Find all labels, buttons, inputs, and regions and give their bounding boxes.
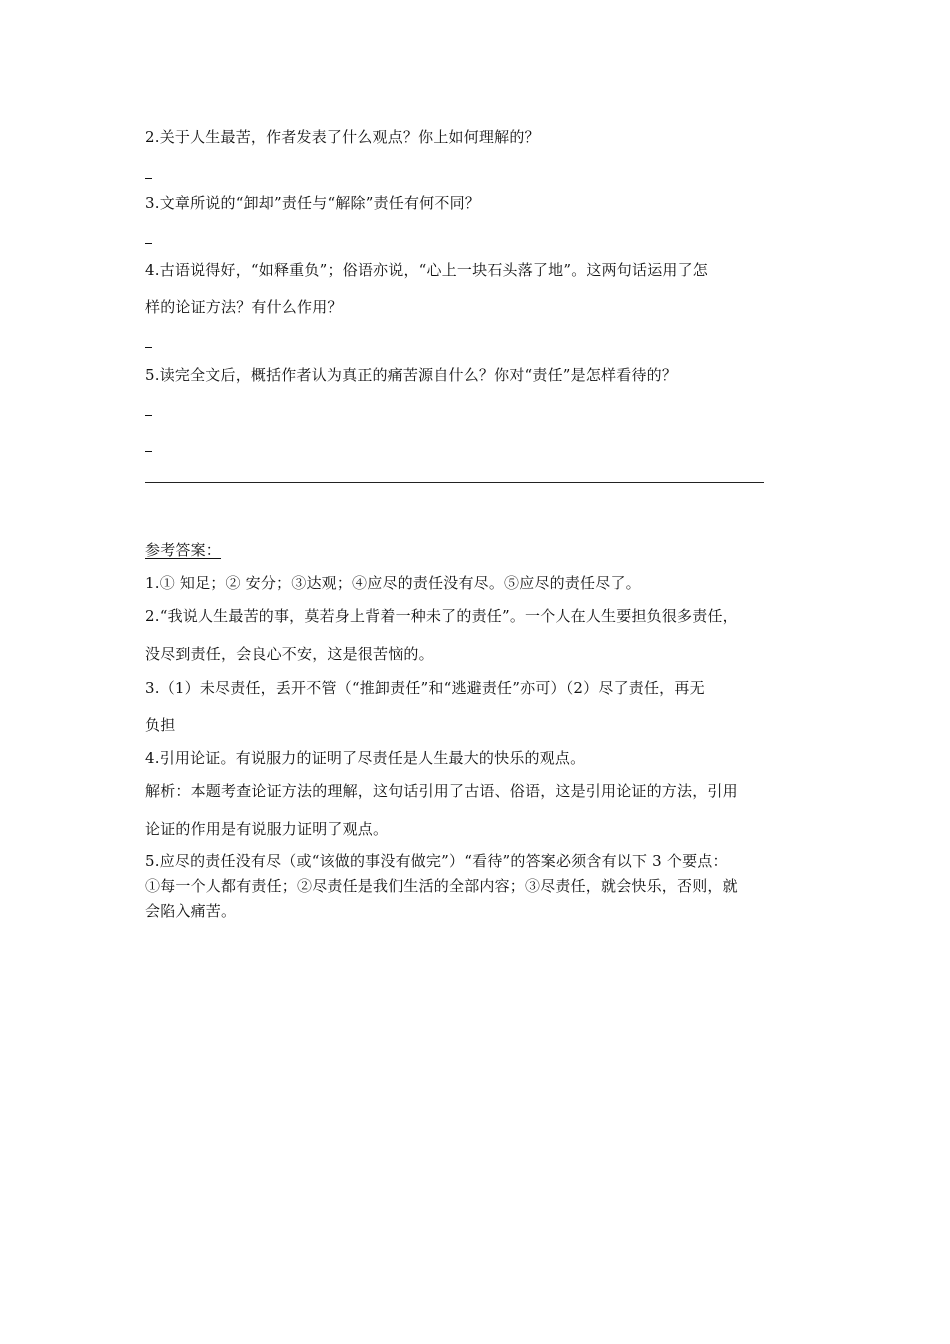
answer-4: 4.引用论证。有说服力的证明了尽责任是人生最大的快乐的观点。: [145, 749, 586, 767]
answer-5-line-2: ①每一个人都有责任；②尽责任是我们生活的全部内容；③尽责任，就会快乐，否则，就: [145, 877, 738, 895]
answer-3-line-1: 3.（1）未尽责任，丢开不管（“推卸责任”和“逃避责任”亦可）（2）尽了责任，再无: [145, 679, 705, 697]
answer-3-line-2: 负担: [145, 716, 176, 734]
answer-2-line-2: 没尽到责任，会良心不安，这是很苦恼的。: [145, 645, 434, 663]
answer-1: 1.① 知足；② 安分；③达观；④应尽的责任没有尽。⑤应尽的责任尽了。: [145, 574, 641, 592]
answer-blank-2: [145, 178, 152, 179]
answer-blank-5b: [145, 451, 152, 452]
question-4-line-1: 4.古语说得好，“如释重负”；俗语亦说，“心上一块石头落了地”。这两句话运用了怎: [145, 261, 708, 279]
answer-5-line-1: 5.应尽的责任没有尽（或“该做的事没有做完”）“看待”的答案必须含有以下 3 个要点：: [145, 852, 728, 870]
question-3: 3.文章所说的“卸却”责任与“解除”责任有何不同？: [145, 194, 480, 212]
answer-5-line-3: 会陷入痛苦。: [145, 902, 237, 920]
question-2: 2.关于人生最苦，作者发表了什么观点？你上如何理解的？: [145, 128, 540, 146]
answer-blank-4: [145, 347, 152, 348]
question-5: 5.读完全文后，概括作者认为真正的痛苦源自什么？你对“责任”是怎样看待的？: [145, 366, 678, 384]
answer-4-analysis-line-2: 论证的作用是有说服力证明了观点。: [145, 820, 389, 838]
answers-heading: 参考答案：: [145, 541, 222, 559]
question-4-line-2: 样的论证方法？有什么作用？: [145, 298, 343, 316]
answer-blank-3: [145, 243, 152, 244]
answer-4-analysis-line-1: 解析：本题考查论证方法的理解，这句话引用了古语、俗语，这是引用论证的方法，引用: [145, 782, 738, 800]
answer-blank-5a: [145, 415, 152, 416]
section-divider: [145, 482, 764, 483]
answer-2-line-1: 2.“我说人生最苦的事，莫若身上背着一种未了的责任”。一个人在人生要担负很多责任，: [145, 607, 738, 625]
